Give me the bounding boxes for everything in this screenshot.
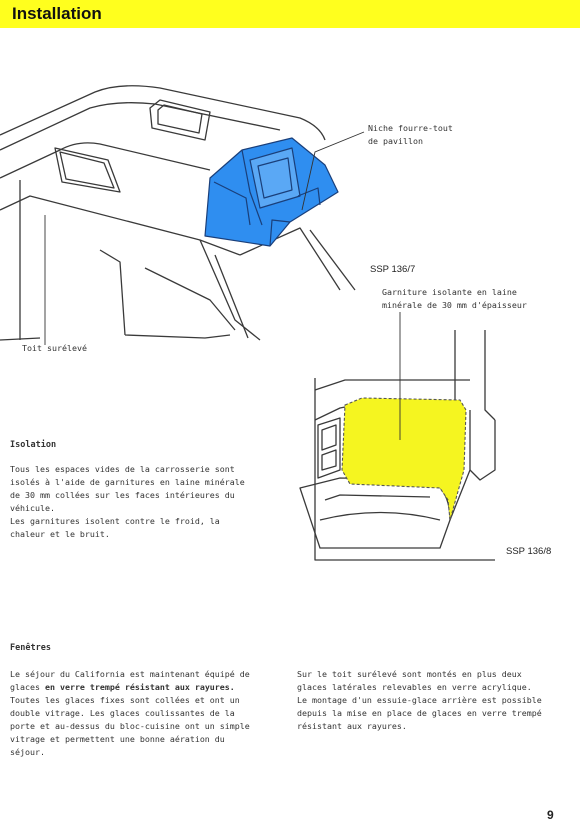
roof-label: Toit surélevé: [22, 343, 87, 353]
niche-highlight: [205, 138, 338, 246]
isolation-heading: Isolation: [10, 440, 57, 450]
figure-ref-2: SSP 136/8: [506, 546, 552, 557]
fenetres-right-paragraph: Sur le toit surélevé sont montés en plus deux glaces latérales relevables en verre acrylique. Le montage d'un essuie-glace arrière est possible depuis la mise en place de glaces en verre trempé résistant aux rayures.: [297, 669, 542, 731]
niche-label: Niche fourre-tout de pavillon: [368, 123, 453, 146]
figure-ref-1: SSP 136/7: [370, 264, 416, 275]
fenetres-left-paragraph: Le séjour du California est maintenant équipé de glaces en verre trempé résistant aux rayures. Toutes les glaces fixes sont collées et ont un double vitrage. Les glaces coulissantes de la porte et au-dessus du bloc-cuisine ont un simple vitrage et permettent une bonne aération du séjour.: [10, 669, 250, 757]
isolation-paragraph: Tous les espaces vides de la carrosserie sont isolés à l'aide de garnitures en laine minérale de 30 mm collées sur les faces intérieures du véhicule. Les garnitures isolent contre le froid, la chaleur et le bruit.: [10, 464, 245, 539]
page-number: 9: [547, 808, 554, 822]
fenetres-heading: Fenêtres: [10, 643, 51, 653]
insulation-label: Garniture isolante en laine minérale de 30 mm d'épaisseur: [382, 287, 527, 310]
page-title: Installation: [12, 4, 102, 23]
